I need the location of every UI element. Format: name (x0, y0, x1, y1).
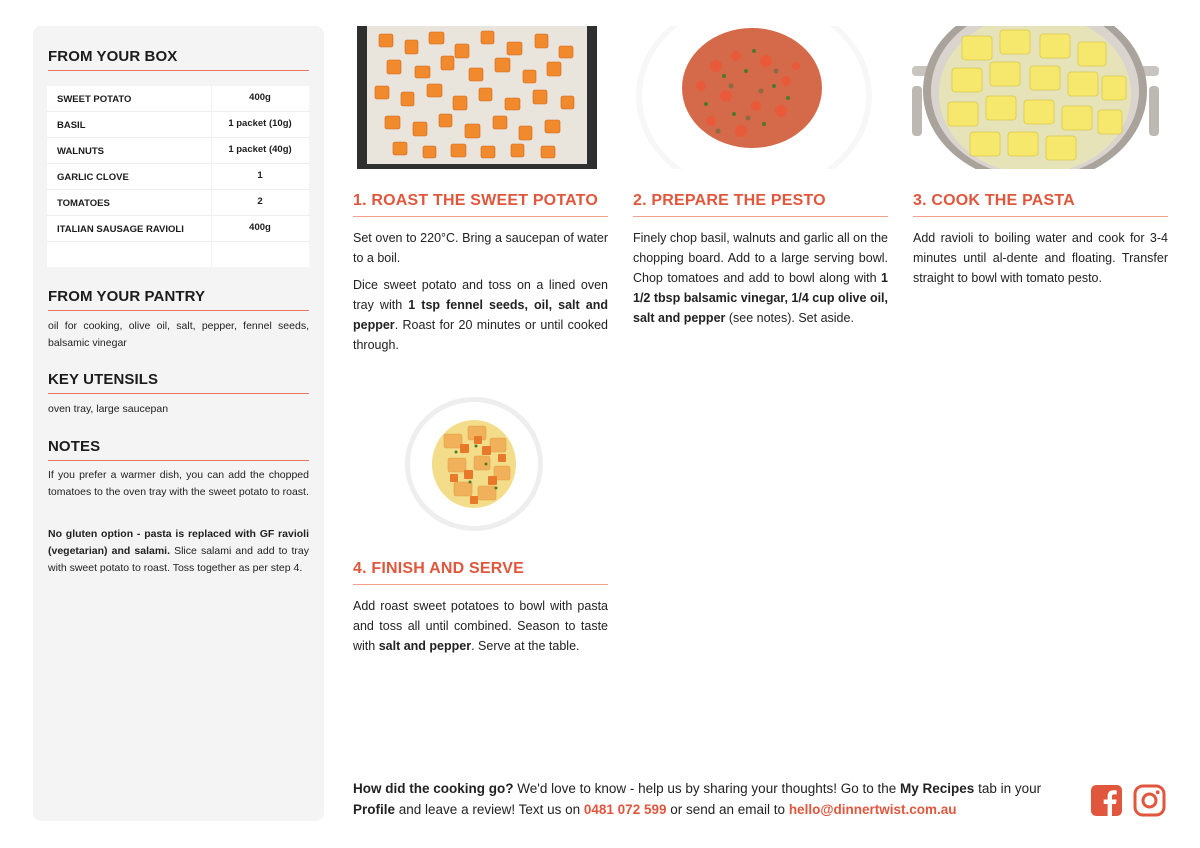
text-run: . Serve at the table. (471, 639, 580, 653)
step-1-image (357, 26, 597, 169)
feedback-footer (353, 778, 1083, 820)
step-1-paragraph-2 (353, 275, 608, 355)
step-3-title: 3. COOK THE PASTA (913, 192, 1168, 217)
text-run: Finely chop basil, walnuts and garlic all on the chopping board. Add to a large serving bowl. Chop tomatoes and add to bowl along with (633, 231, 888, 285)
notes-text-2 (48, 526, 309, 577)
table-row (47, 138, 309, 164)
facebook-icon[interactable] (1090, 784, 1123, 817)
text-run: (see notes). Set aside. (725, 311, 854, 325)
notes-text-1: If you prefer a warmer dish, you can add the chopped tomatoes to the oven tray with the sweet potato to roast. (48, 469, 309, 498)
step-4-image (404, 396, 544, 532)
ingredient-name: TOMATOES (57, 198, 110, 209)
sidebar (33, 26, 324, 821)
step-2-text (633, 228, 888, 335)
notes-title: NOTES (48, 438, 309, 461)
ingredient-qty: 2 (257, 196, 263, 207)
bold-ingredients: 1 1/2 tbsp balsamic vinegar, 1/4 cup olive oil, salt and pepper (633, 271, 888, 325)
step-1-title: 1. ROAST THE SWEET POTATO (353, 192, 608, 217)
text-run: and leave a review! Text us on (395, 802, 584, 817)
instagram-icon[interactable] (1133, 784, 1166, 817)
step-1-paragraph-1: Set oven to 220°C. Bring a saucepan of water to a boil. (353, 231, 608, 265)
text-run: Dice sweet potato and toss on a lined oven tray with (353, 278, 608, 312)
table-row (47, 112, 309, 138)
step-2-paragraph-1 (633, 228, 888, 328)
utensils-text: oven tray, large saucepan (48, 403, 169, 415)
pantry-text: oil for cooking, olive oil, salt, pepper, fennel seeds, balsamic vinegar (48, 320, 309, 349)
step-4-paragraph-1 (353, 596, 608, 656)
step-3-image (912, 26, 1159, 169)
table-row (47, 164, 309, 190)
ingredient-qty: 1 (257, 170, 263, 181)
text-run: We'd love to know - help us by sharing your thoughts! Go to the (513, 781, 901, 796)
ingredient-qty: 400g (249, 222, 271, 233)
table-row (47, 86, 309, 112)
step-3-paragraph-1: Add ravioli to boiling water and cook for 3-4 minutes until al-dente and floating. Transfer straight to bowl with tomato pesto. (913, 231, 1168, 285)
box-ingredients-table (47, 86, 309, 267)
ingredient-name: ITALIAN SAUSAGE RAVIOLI (57, 224, 184, 235)
bold-ingredients: salt and pepper (378, 639, 472, 653)
ingredient-qty: 400g (249, 92, 271, 103)
step-3-text (913, 228, 1168, 295)
step-2-title: 2. PREPARE THE PESTO (633, 192, 888, 217)
step-4-text (353, 596, 608, 663)
text-run: Add roast sweet potatoes to bowl with pasta and toss all until combined. Season to taste with (353, 599, 608, 653)
box-title: FROM YOUR BOX (48, 48, 309, 71)
email-link[interactable]: hello@dinnertwist.com.au (788, 802, 957, 817)
notes-rest: Slice salami and add to tray with sweet potato to roast. Toss together as per step 4. (48, 545, 309, 574)
table-row (47, 216, 309, 242)
ingredient-qty: 1 packet (10g) (228, 118, 292, 129)
step-4-title: 4. FINISH AND SERVE (353, 560, 608, 585)
table-row (47, 190, 309, 216)
step-1-text (353, 228, 608, 362)
ingredient-name: WALNUTS (57, 146, 104, 157)
notes-bold: No gluten option - pasta is replaced with GF ravioli (vegetarian) and salami. (48, 528, 309, 557)
profile-link[interactable]: Profile (353, 802, 396, 817)
table-row-empty (47, 242, 309, 268)
step-2-image (636, 26, 873, 169)
bold-ingredients: 1 tsp fennel seeds, oil, salt and pepper (353, 298, 608, 332)
column-divider (211, 86, 212, 267)
ingredient-name: SWEET POTATO (57, 94, 132, 105)
text-run: tab in your (974, 781, 1042, 796)
text-run: or send an email to (666, 802, 789, 817)
phone-link[interactable]: 0481 072 599 (583, 802, 667, 817)
ingredient-qty: 1 packet (40g) (228, 144, 292, 155)
ingredient-name: BASIL (57, 120, 86, 131)
text-run: . Roast for 20 minutes or until cooked through. (353, 318, 608, 352)
pantry-title: FROM YOUR PANTRY (48, 288, 309, 311)
utensils-title: KEY UTENSILS (48, 371, 309, 394)
feedback-question: How did the cooking go? (353, 781, 514, 796)
my-recipes-link[interactable]: My Recipes (900, 781, 975, 796)
ingredient-name: GARLIC CLOVE (57, 172, 129, 183)
